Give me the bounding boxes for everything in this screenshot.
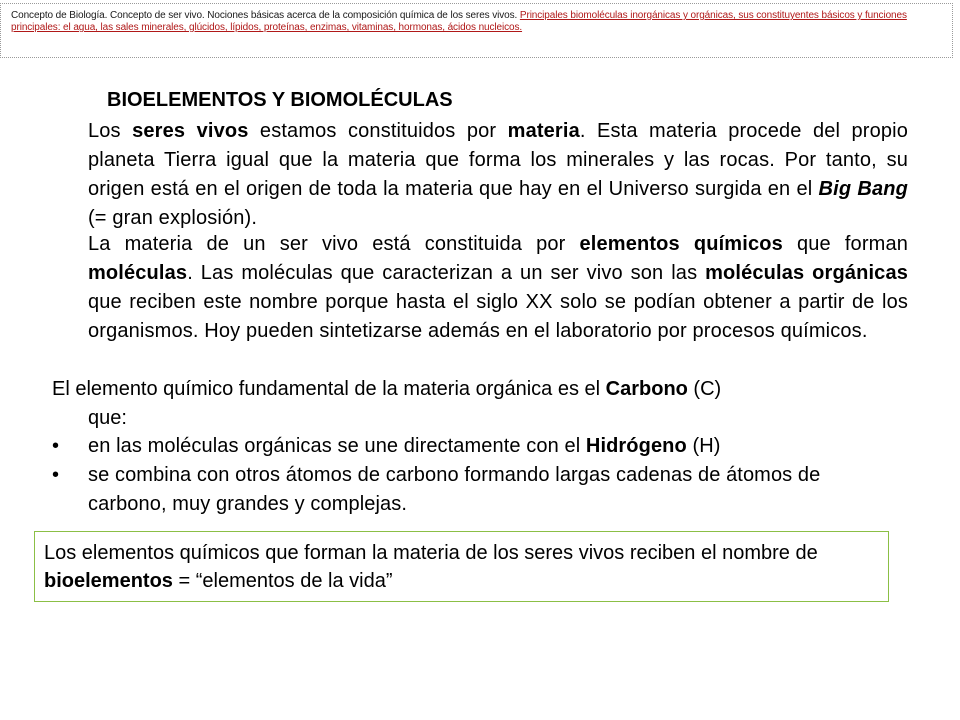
- bullet-1-text-1: en las moléculas orgánicas se une directamente con el: [88, 435, 586, 457]
- paragraph-materia: [88, 117, 908, 233]
- p2-bold-moleculas-organicas: moléculas orgánicas: [705, 262, 908, 284]
- p1-bold-materia: materia: [507, 120, 580, 142]
- header-banner: [0, 3, 953, 58]
- p1-text-3: . Esta materia procede del propio planeta Tierra igual que la materia que forma los minerales y las rocas. Por tanto, su origen está en el origen de toda la materia que hay en el Universo surgida en el: [88, 120, 909, 200]
- p2-text-3: . Las moléculas que caracterizan a un ser vivo son las: [187, 262, 706, 284]
- bullet-dot: •: [52, 435, 60, 457]
- bullet-1-bold-hidrogeno: Hidrógeno: [585, 435, 687, 457]
- p1-text-1: Los: [88, 120, 133, 142]
- p1-bold-seres-vivos: seres vivos: [132, 120, 249, 142]
- p1-bold-big-bang: Big Bang: [818, 178, 908, 200]
- carbon-properties-list: [52, 432, 872, 519]
- paragraph-carbono: [52, 375, 872, 433]
- p2-bold-elementos-quimicos: elementos químicos: [579, 233, 783, 255]
- carbon-text-1: El elemento químico fundamental de la materia orgánica es el: [52, 378, 606, 400]
- list-item: [52, 461, 872, 519]
- bullet-2-text: se combina con otros átomos de carbono formando largas cadenas de átomos de carbono, muy grandes y complejas.: [88, 464, 821, 515]
- carbon-text-2: (C): [687, 378, 722, 400]
- header-lead-text: Concepto de Biología. Concepto de ser vivo. Nociones básicas acerca de la composición química de los seres vivos.: [11, 10, 518, 21]
- callout-bold-bioelementos: bioelementos: [44, 570, 173, 592]
- p2-text-1: La materia de un ser vivo está constituida por: [88, 233, 580, 255]
- bioelementos-callout-box: [34, 531, 889, 602]
- paragraph-elementos: [88, 230, 908, 346]
- carbon-bold-carbono: Carbono: [605, 378, 688, 400]
- callout-text-1: Los elementos químicos que forman la materia de los seres vivos reciben el nombre de: [44, 542, 818, 564]
- p2-text-2: que forman: [782, 233, 908, 255]
- bullet-dot: •: [52, 464, 60, 486]
- header-topic-link[interactable]: Principales biomoléculas inorgánicas y orgánicas, sus constituyentes básicos y funciones principales: el agua, las sales minerales, glúcidos, lípidos, proteínas, enzimas, vitaminas, hormonas, ácidos nucleicos.: [11, 10, 907, 33]
- p2-bold-moleculas: moléculas: [88, 262, 188, 284]
- p1-text-2: estamos constituidos por: [248, 120, 508, 142]
- p1-text-4: (= gran explosión).: [88, 207, 258, 229]
- list-item: [52, 432, 872, 461]
- p2-text-4: que reciben este nombre porque hasta el siglo XX solo se podían obtener a partir de los organismos. Hoy pueden sintetizarse además en el laboratorio por procesos químicos.: [88, 291, 908, 342]
- bullet-1-text-2: (H): [686, 435, 721, 457]
- callout-text-2: = “elementos de la vida”: [172, 570, 393, 592]
- carbon-text-que: que:: [88, 407, 127, 429]
- page-title: BIOELEMENTOS Y BIOMOLÉCULAS: [107, 89, 453, 111]
